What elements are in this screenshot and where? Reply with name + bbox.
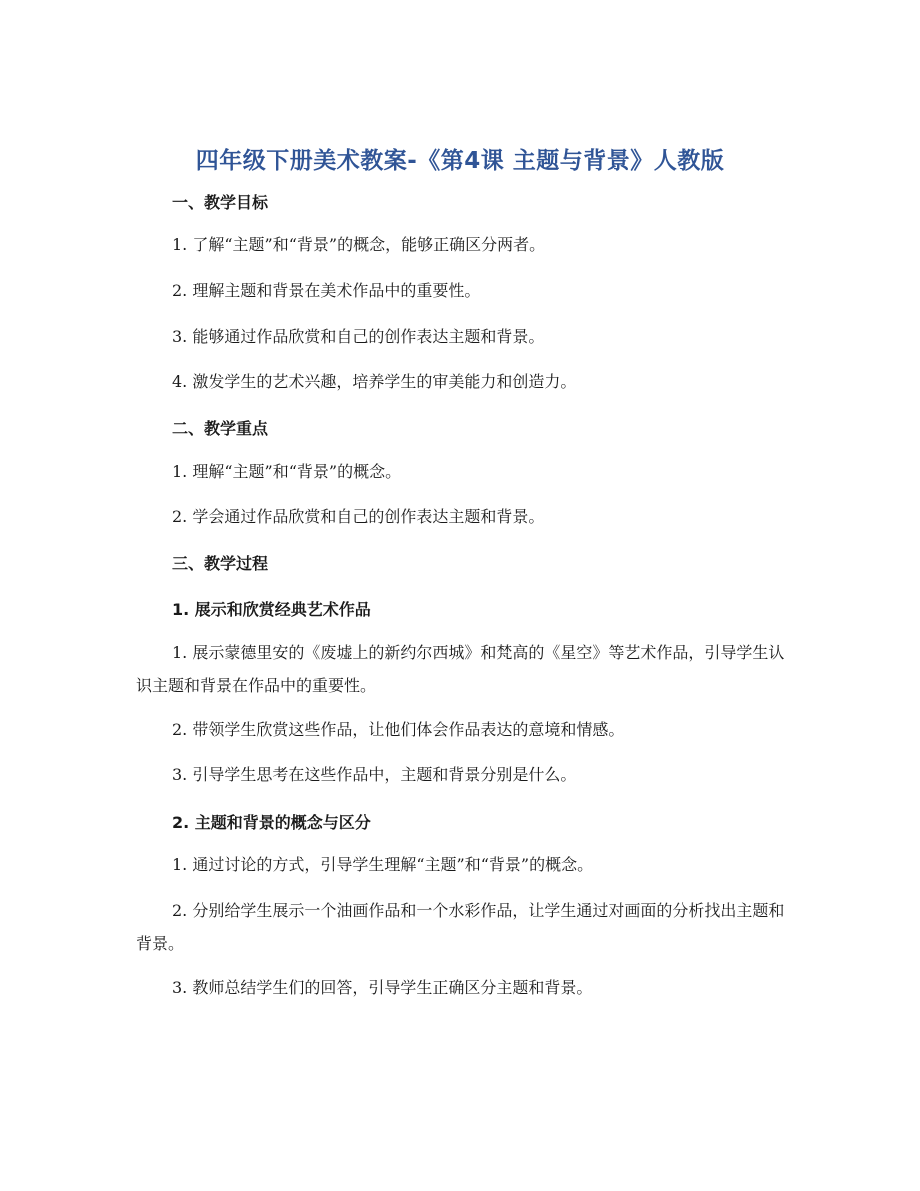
- concepts-item-2: 2. 分别给学生展示一个油画作品和一个水彩作品，让学生通过对画面的分析找出主题和背景。: [136, 901, 785, 953]
- objective-item-2: 2. 理解主题和背景在美术作品中的重要性。: [172, 281, 481, 300]
- artworks-item-1: 1. 展示蒙德里安的《废墟上的新约尔西城》和梵高的《星空》等艺术作品，引导学生认识主题和背景在作品中的重要性。: [136, 643, 785, 695]
- section-heading-objectives: 一、教学目标: [172, 193, 269, 212]
- artworks-item-3: 3. 引导学生思考在这些作品中，主题和背景分别是什么。: [172, 765, 577, 784]
- objective-item-4: 4. 激发学生的艺术兴趣，培养学生的审美能力和创造力。: [172, 372, 577, 391]
- section-heading-key-points: 二、教学重点: [172, 419, 269, 438]
- concepts-item-1: 1. 通过讨论的方式，引导学生理解“主题”和“背景”的概念。: [172, 855, 594, 874]
- objective-item-1: 1. 了解“主题”和“背景”的概念，能够正确区分两者。: [172, 235, 546, 254]
- document-title: 四年级下册美术教案-《第4课 主题与背景》人教版: [195, 148, 725, 174]
- key-point-item-1: 1. 理解“主题”和“背景”的概念。: [172, 462, 402, 481]
- subsection-heading-concepts: 2. 主题和背景的概念与区分: [172, 813, 371, 832]
- key-point-item-2: 2. 学会通过作品欣赏和自己的创作表达主题和背景。: [172, 507, 545, 526]
- artworks-item-2: 2. 带领学生欣赏这些作品，让他们体会作品表达的意境和情感。: [172, 720, 625, 739]
- objective-item-3: 3. 能够通过作品欣赏和自己的创作表达主题和背景。: [172, 327, 545, 346]
- subsection-heading-artworks: 1. 展示和欣赏经典艺术作品: [172, 600, 371, 619]
- concepts-item-3: 3. 教师总结学生们的回答，引导学生正确区分主题和背景。: [172, 978, 593, 997]
- section-heading-process: 三、教学过程: [172, 554, 269, 573]
